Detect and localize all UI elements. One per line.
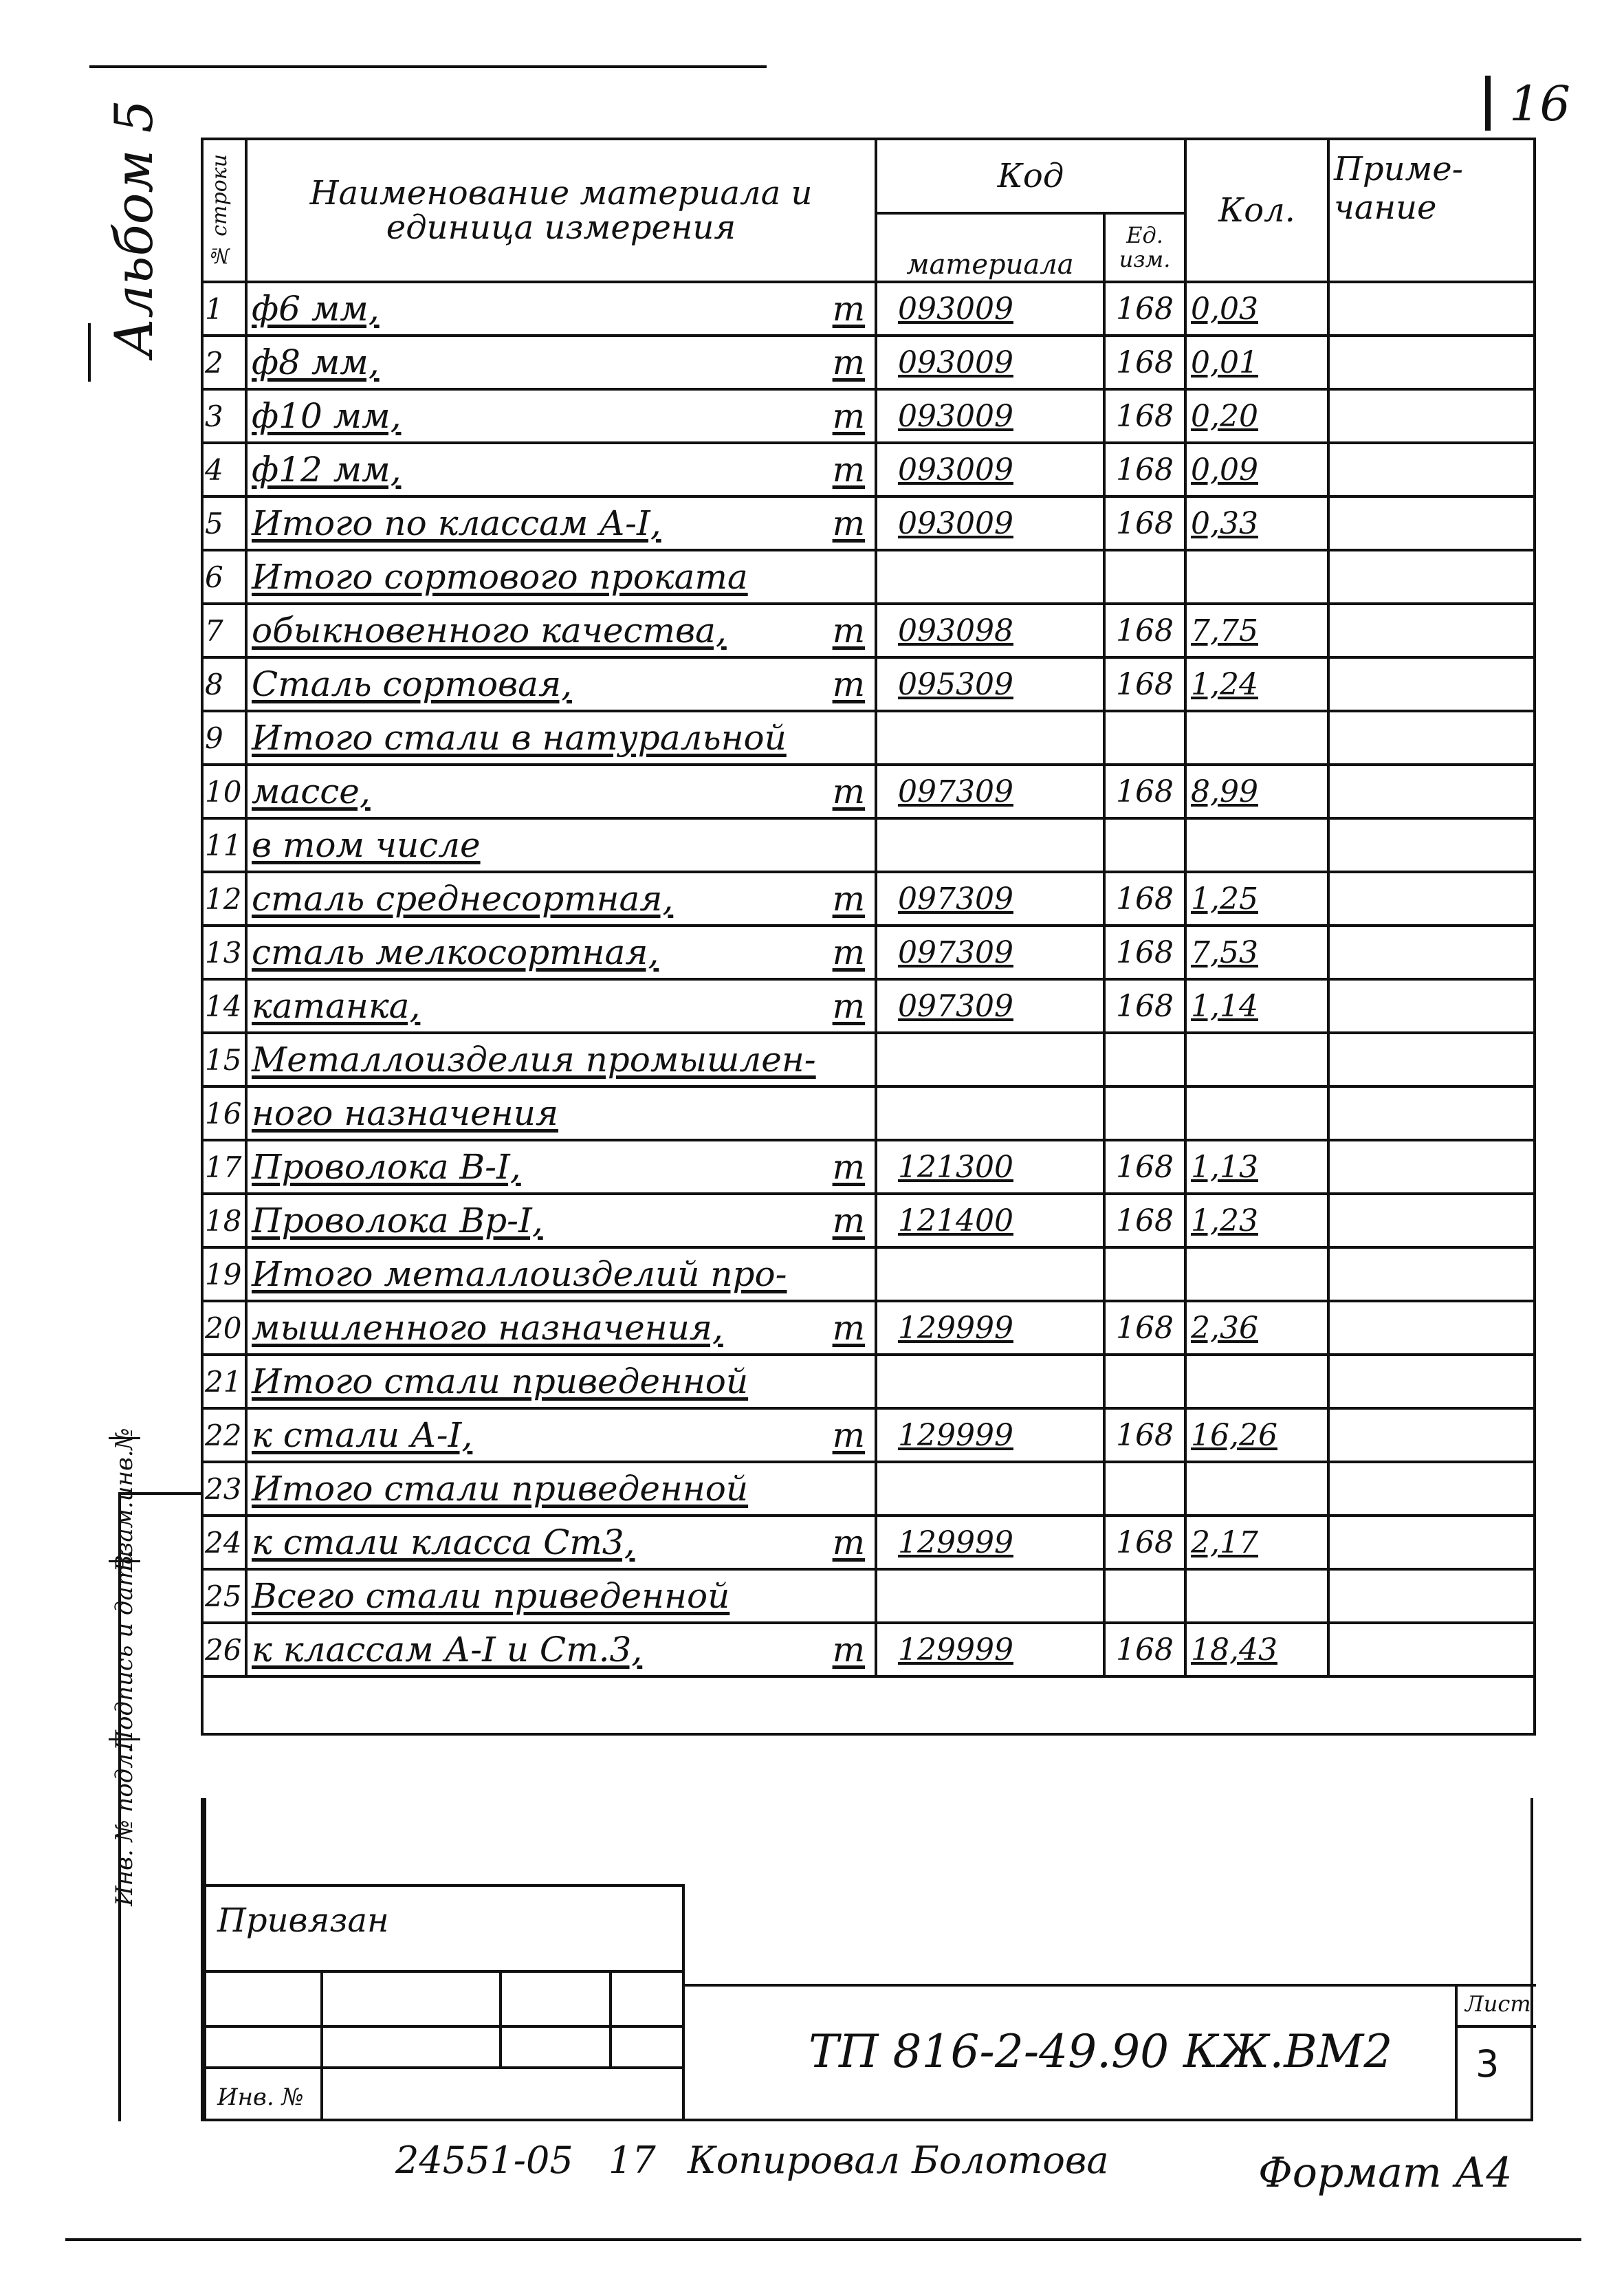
row-number: 21 <box>202 1355 246 1408</box>
row-number: 6 <box>202 550 246 604</box>
row-note <box>1328 550 1535 604</box>
row-name: Проволока В-I, <box>252 1147 521 1187</box>
row-unit-code <box>1104 1086 1185 1140</box>
row-name: Металлоизделия промышлен- <box>252 1040 816 1080</box>
row-unit-code: 168 <box>1104 1516 1185 1569</box>
row-name: Проволока Вр-I, <box>252 1201 543 1240</box>
row-number: 26 <box>202 1623 246 1676</box>
row-name: ф6 мм, <box>252 289 380 329</box>
row-name: массе, <box>252 772 371 811</box>
row-name: Итого по классам А-I, <box>252 503 661 543</box>
row-number: 3 <box>202 389 246 443</box>
row-unit-letter <box>865 1362 870 1401</box>
row-unit-letter <box>865 1093 870 1133</box>
row-name: катанка, <box>252 986 421 1026</box>
row-name-cell <box>246 1462 876 1516</box>
side-label-sign: Подпись и дата <box>109 1560 140 1738</box>
table-row <box>202 1247 1535 1301</box>
row-number: 19 <box>202 1247 246 1301</box>
row-number: 23 <box>202 1462 246 1516</box>
row-note <box>1328 604 1535 657</box>
table-row <box>202 1408 1535 1462</box>
row-name-cell <box>246 711 876 765</box>
row-number: 25 <box>202 1569 246 1623</box>
row-unit-code: 168 <box>1104 1408 1185 1462</box>
sheet-number-bar <box>1485 76 1491 131</box>
footer-page: 17 <box>608 2139 656 2182</box>
row-quantity: 2,36 <box>1185 1301 1328 1355</box>
row-note <box>1328 1194 1535 1247</box>
row-name-cell <box>246 765 876 818</box>
row-material-code <box>876 818 1104 872</box>
row-name-cell <box>246 818 876 872</box>
row-unit-letter: т <box>832 1308 865 1348</box>
row-unit-letter: т <box>832 611 865 651</box>
table-row <box>202 1140 1535 1194</box>
row-unit-letter: т <box>832 342 865 382</box>
bottom-rule <box>65 2238 1581 2241</box>
row-unit-letter: т <box>832 289 865 329</box>
tb-doc-top <box>682 1984 1536 1987</box>
row-quantity <box>1185 818 1328 872</box>
row-quantity <box>1185 1355 1328 1408</box>
row-quantity <box>1185 1569 1328 1623</box>
row-note <box>1328 711 1535 765</box>
row-quantity: 1,25 <box>1185 872 1328 926</box>
table-row <box>202 496 1535 550</box>
row-material-code: 097309 <box>876 765 1104 818</box>
row-quantity: 0,01 <box>1185 336 1328 389</box>
row-number: 16 <box>202 1086 246 1140</box>
header-code-unit: Ед. изм. <box>1104 213 1185 282</box>
row-unit-code <box>1104 1033 1185 1086</box>
row-quantity: 16,26 <box>1185 1408 1328 1462</box>
row-unit-letter: т <box>832 772 865 811</box>
row-unit-letter <box>865 1469 870 1509</box>
header-qty: Кол. <box>1185 139 1328 282</box>
header-code-material: материала <box>876 213 1104 282</box>
row-material-code <box>876 1462 1104 1516</box>
row-unit-letter: т <box>832 879 865 919</box>
side-label-replace: Взам.инв.№ <box>109 1437 140 1560</box>
row-unit-code <box>1104 1355 1185 1408</box>
row-name: к стали класса Ст3, <box>252 1522 635 1562</box>
header-row-no: № строки <box>202 139 246 282</box>
row-note <box>1328 1086 1535 1140</box>
row-unit-letter: т <box>832 503 865 543</box>
row-name-cell <box>246 604 876 657</box>
table-spacer-row <box>202 1676 1535 1734</box>
tied-label: Привязан <box>217 1901 389 1940</box>
row-quantity: 0,09 <box>1185 443 1328 496</box>
side-stamp <box>109 1428 140 1912</box>
row-note <box>1328 336 1535 389</box>
row-unit-code: 168 <box>1104 765 1185 818</box>
table-row <box>202 1033 1535 1086</box>
row-quantity: 2,17 <box>1185 1516 1328 1569</box>
row-unit-letter: т <box>832 1201 865 1240</box>
row-name: ф10 мм, <box>252 396 402 436</box>
sheet-value: 3 <box>1475 2042 1500 2086</box>
row-name: сталь мелкосортная, <box>252 932 659 972</box>
row-name-cell <box>246 550 876 604</box>
row-name: в том числе <box>252 825 481 865</box>
row-note <box>1328 443 1535 496</box>
header-code: Код <box>876 139 1185 213</box>
table-body <box>202 282 1535 1734</box>
row-name-cell <box>246 443 876 496</box>
row-note <box>1328 1140 1535 1194</box>
sheet-label: Лист <box>1465 1991 1531 2017</box>
table-row <box>202 1086 1535 1140</box>
row-name: Итого стали приведенной <box>252 1469 749 1509</box>
row-name-cell <box>246 1516 876 1569</box>
footer-copied-by: Копировал Болотова <box>688 2139 1109 2182</box>
row-name: к классам А-I и Ст.3, <box>252 1630 643 1670</box>
row-unit-letter: т <box>832 1630 865 1670</box>
row-number: 4 <box>202 443 246 496</box>
row-number: 13 <box>202 926 246 979</box>
table-row <box>202 711 1535 765</box>
row-name: Итого металлоизделий про- <box>252 1254 787 1294</box>
row-quantity: 18,43 <box>1185 1623 1328 1676</box>
row-name-cell <box>246 1301 876 1355</box>
row-number: 17 <box>202 1140 246 1194</box>
row-name: Итого стали в натуральной <box>252 718 787 758</box>
row-quantity: 0,20 <box>1185 389 1328 443</box>
row-unit-letter: т <box>832 1522 865 1562</box>
row-unit-letter <box>865 1254 870 1294</box>
row-quantity: 0,03 <box>1185 282 1328 336</box>
tb-row-line-3 <box>204 2066 685 2069</box>
row-note <box>1328 765 1535 818</box>
row-name: обыкновенного качества, <box>252 611 727 651</box>
row-material-code: 093009 <box>876 389 1104 443</box>
row-unit-code <box>1104 818 1185 872</box>
row-material-code: 093009 <box>876 282 1104 336</box>
row-name-cell <box>246 282 876 336</box>
table-row <box>202 336 1535 389</box>
row-material-code: 093009 <box>876 443 1104 496</box>
row-note <box>1328 926 1535 979</box>
spacer-cell <box>202 1676 1535 1734</box>
row-material-code: 095309 <box>876 657 1104 711</box>
row-unit-code <box>1104 711 1185 765</box>
table-row <box>202 765 1535 818</box>
row-material-code <box>876 1247 1104 1301</box>
row-unit-letter: т <box>832 664 865 704</box>
row-note <box>1328 1516 1535 1569</box>
row-material-code <box>876 1086 1104 1140</box>
row-unit-code: 168 <box>1104 657 1185 711</box>
row-unit-letter <box>865 1576 870 1616</box>
row-name-cell <box>246 872 876 926</box>
row-number: 14 <box>202 979 246 1033</box>
left-margin-tick <box>88 323 91 382</box>
sheet-number: 16 <box>1509 76 1571 132</box>
tb-row-line-2 <box>204 2025 685 2028</box>
row-note <box>1328 1408 1535 1462</box>
row-unit-code: 168 <box>1104 979 1185 1033</box>
table-row <box>202 657 1535 711</box>
row-name: Итого сортового проката <box>252 557 748 597</box>
row-unit-code: 168 <box>1104 1140 1185 1194</box>
table-row <box>202 282 1535 336</box>
row-quantity <box>1185 1033 1328 1086</box>
row-note <box>1328 657 1535 711</box>
row-note <box>1328 1462 1535 1516</box>
table-row <box>202 1301 1535 1355</box>
row-material-code: 097309 <box>876 979 1104 1033</box>
row-quantity: 0,33 <box>1185 496 1328 550</box>
table-header <box>202 139 1535 282</box>
row-name-cell <box>246 1623 876 1676</box>
header-name: Наименование материала и единица измерения <box>246 139 876 282</box>
top-rule <box>89 65 767 68</box>
footer-order: 24551-05 <box>395 2139 573 2182</box>
row-note <box>1328 1355 1535 1408</box>
row-name: сталь среднесортная, <box>252 879 674 919</box>
table-row <box>202 818 1535 872</box>
row-name-cell <box>246 389 876 443</box>
row-note <box>1328 389 1535 443</box>
row-unit-letter: т <box>832 1415 865 1455</box>
row-number: 5 <box>202 496 246 550</box>
row-unit-letter: т <box>832 396 865 436</box>
row-name-cell <box>246 1355 876 1408</box>
row-name: Всего стали приведенной <box>252 1576 730 1616</box>
row-unit-code <box>1104 1247 1185 1301</box>
row-name-cell <box>246 496 876 550</box>
row-name: ф12 мм, <box>252 450 402 490</box>
row-unit-letter: т <box>832 450 865 490</box>
row-number: 22 <box>202 1408 246 1462</box>
row-note <box>1328 496 1535 550</box>
row-unit-letter <box>865 718 870 758</box>
row-material-code <box>876 550 1104 604</box>
footer-format: Формат А4 <box>1258 2149 1513 2197</box>
row-material-code: 093098 <box>876 604 1104 657</box>
row-material-code: 093009 <box>876 496 1104 550</box>
row-number: 7 <box>202 604 246 657</box>
doc-code: ТП 816-2-49.90 КЖ.ВМ2 <box>809 2025 1393 2078</box>
tb-col-line-3 <box>609 1970 612 2066</box>
row-unit-code: 168 <box>1104 1194 1185 1247</box>
row-number: 18 <box>202 1194 246 1247</box>
table-row <box>202 389 1535 443</box>
row-name-cell <box>246 1086 876 1140</box>
row-note <box>1328 1301 1535 1355</box>
row-note <box>1328 1569 1535 1623</box>
row-unit-code: 168 <box>1104 336 1185 389</box>
row-name-cell <box>246 1569 876 1623</box>
row-number: 9 <box>202 711 246 765</box>
row-quantity <box>1185 1462 1328 1516</box>
row-quantity: 1,23 <box>1185 1194 1328 1247</box>
row-quantity <box>1185 711 1328 765</box>
row-note <box>1328 1623 1535 1676</box>
row-note <box>1328 1247 1535 1301</box>
row-number: 8 <box>202 657 246 711</box>
table-row <box>202 1194 1535 1247</box>
row-material-code <box>876 1569 1104 1623</box>
row-unit-letter: т <box>832 932 865 972</box>
row-name: к стали А-I, <box>252 1415 473 1455</box>
row-number: 2 <box>202 336 246 389</box>
row-unit-code: 168 <box>1104 1301 1185 1355</box>
table-row <box>202 926 1535 979</box>
row-unit-letter <box>865 1040 870 1080</box>
table-row <box>202 604 1535 657</box>
tb-tied-right <box>682 1884 685 2121</box>
table-row <box>202 550 1535 604</box>
row-note <box>1328 872 1535 926</box>
row-material-code <box>876 1033 1104 1086</box>
row-name: мышленного назначения, <box>252 1308 723 1348</box>
row-quantity: 1,24 <box>1185 657 1328 711</box>
row-unit-code <box>1104 1462 1185 1516</box>
row-note <box>1328 818 1535 872</box>
row-number: 11 <box>202 818 246 872</box>
row-name-cell <box>246 979 876 1033</box>
row-quantity <box>1185 1086 1328 1140</box>
row-name: ного назначения <box>252 1093 558 1133</box>
row-unit-code: 168 <box>1104 443 1185 496</box>
row-unit-code: 168 <box>1104 604 1185 657</box>
row-note <box>1328 282 1535 336</box>
row-unit-code: 168 <box>1104 926 1185 979</box>
row-number: 10 <box>202 765 246 818</box>
row-unit-letter <box>865 825 870 865</box>
table-row <box>202 1355 1535 1408</box>
row-number: 20 <box>202 1301 246 1355</box>
row-quantity: 8,99 <box>1185 765 1328 818</box>
row-quantity: 7,75 <box>1185 604 1328 657</box>
table-row <box>202 872 1535 926</box>
row-name-cell <box>246 926 876 979</box>
row-number: 15 <box>202 1033 246 1086</box>
row-material-code: 121400 <box>876 1194 1104 1247</box>
row-material-code: 129999 <box>876 1516 1104 1569</box>
row-material-code: 097309 <box>876 926 1104 979</box>
row-quantity: 1,14 <box>1185 979 1328 1033</box>
row-name-cell <box>246 1247 876 1301</box>
tb-row-line-1 <box>204 1970 685 1973</box>
table-row <box>202 979 1535 1033</box>
side-label-inv: Инв. № подл. <box>109 1738 140 1912</box>
materials-table <box>201 138 1536 1736</box>
row-unit-code <box>1104 1569 1185 1623</box>
row-material-code: 097309 <box>876 872 1104 926</box>
table-row <box>202 443 1535 496</box>
row-unit-code: 168 <box>1104 282 1185 336</box>
tb-vertical-left <box>204 1798 206 2121</box>
row-quantity <box>1185 550 1328 604</box>
row-note <box>1328 1033 1535 1086</box>
row-material-code: 121300 <box>876 1140 1104 1194</box>
tb-col-line-1 <box>320 1970 323 2121</box>
tb-sheet-left <box>1455 1984 1458 2121</box>
row-name: Итого стали приведенной <box>252 1362 749 1401</box>
table-row <box>202 1623 1535 1676</box>
row-number: 24 <box>202 1516 246 1569</box>
title-block <box>201 1798 1533 2121</box>
row-quantity: 1,13 <box>1185 1140 1328 1194</box>
table-row <box>202 1516 1535 1569</box>
tb-sheet-divider <box>1455 2025 1536 2028</box>
row-unit-letter: т <box>832 1147 865 1187</box>
row-name-cell <box>246 336 876 389</box>
row-unit-code: 168 <box>1104 496 1185 550</box>
row-material-code: 129999 <box>876 1301 1104 1355</box>
row-unit-code: 168 <box>1104 872 1185 926</box>
row-unit-code: 168 <box>1104 389 1185 443</box>
inv-label: Инв. № <box>217 2084 304 2111</box>
row-note <box>1328 979 1535 1033</box>
header-note: Приме- чание <box>1328 139 1535 282</box>
row-unit-letter <box>865 557 870 597</box>
row-unit-code: 168 <box>1104 1623 1185 1676</box>
row-name-cell <box>246 1140 876 1194</box>
row-quantity: 7,53 <box>1185 926 1328 979</box>
row-name-cell <box>246 657 876 711</box>
row-material-code: 129999 <box>876 1408 1104 1462</box>
row-unit-letter: т <box>832 986 865 1026</box>
row-material-code: 093009 <box>876 336 1104 389</box>
tb-col-line-2 <box>499 1970 502 2066</box>
album-label: Альбом 5 <box>103 100 164 358</box>
row-name: Сталь сортовая, <box>252 664 572 704</box>
table-row <box>202 1569 1535 1623</box>
row-name: ф8 мм, <box>252 342 380 382</box>
table-row <box>202 1462 1535 1516</box>
row-name-cell <box>246 1194 876 1247</box>
tb-inner-top <box>204 1884 685 1887</box>
row-name-cell <box>246 1408 876 1462</box>
row-number: 12 <box>202 872 246 926</box>
row-quantity <box>1185 1247 1328 1301</box>
row-material-code <box>876 1355 1104 1408</box>
row-material-code <box>876 711 1104 765</box>
row-name-cell <box>246 1033 876 1086</box>
row-unit-code <box>1104 550 1185 604</box>
row-number: 1 <box>202 282 246 336</box>
row-material-code: 129999 <box>876 1623 1104 1676</box>
